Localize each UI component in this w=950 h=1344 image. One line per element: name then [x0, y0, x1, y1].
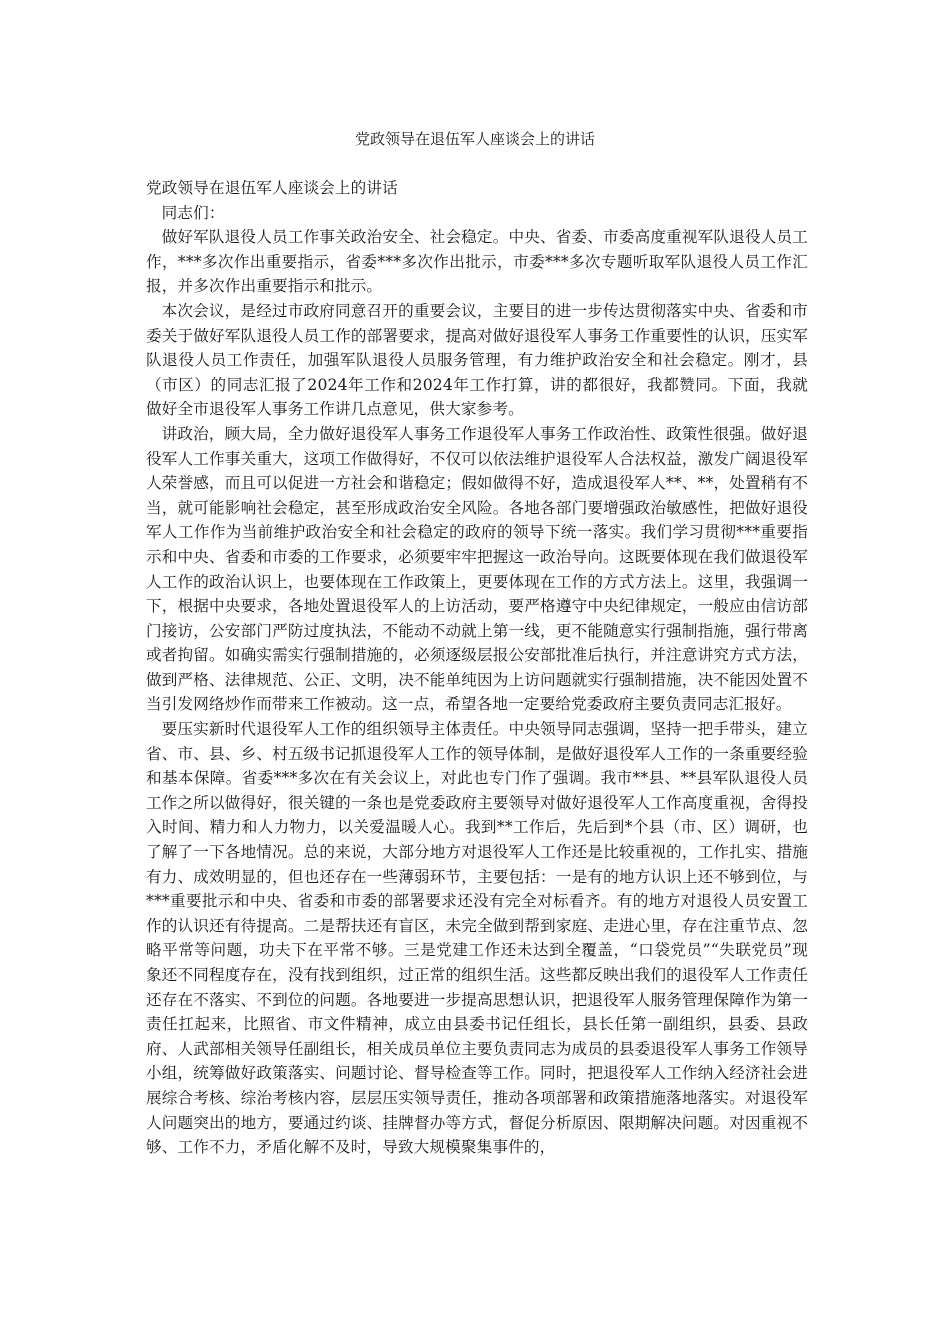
body-paragraph: 讲政治，顾大局，全力做好退役军人事务工作退役军人事务工作政治性、政策性很强。做好退役军人工作事关重大，这项工作做得好，不仅可以依法维护退役军人合法权益，激发广阔退役军人荣誉感，而且可以促进一方社会和谐稳定；假如做得不好，造成退役军人**、**，处置稍有不当，就可能影响社会稳定，甚至形成政治安全风险。各地各部门要增强政治敏感性，把做好退役军人工作作为当前维护政治安全和社会稳定的政府的领导下统一落实。我们学习贯彻***重要指示和中央、省委和市委的工作要求，必须要牢牢把握这一政治导向。这既要体现在我们做退役军人工作的政治认识上，也要体现在工作政策上，更要体现在工作的方式方法上。这里，我强调一下，根据中央要求，各地处置退役军人的上访活动，要严格遵守中央纪律规定，一般应由信访部门接访，公安部门严防过度执法，不能动不动就上第一线，更不能随意实行强制指施，强行带离或者拘留。如确实需实行强制措施的，必须逐级层报公安部批准后执行，并注意讲究方式方法，做到严格、法律规范、公正、文明，决不能单纯因为上访问题就实行强制措施，决不能因处置不当引发网络炒作而带来工作被动。这一点，希望各地一定要给党委政府主要负责同志汇报好。 — [146, 424, 808, 714]
body-paragraph: 做好军队退役人员工作事关政治安全、社会稳定。中央、省委、市委高度重视军队退役人员工作，***多次作出重要指示，省委***多次作出批示，市委***多次专题听取军队退役人员工作汇报，并多次作出重要指示和批示。 — [146, 228, 808, 296]
document-body — [146, 176, 808, 1160]
document-subtitle: 党政领导在退伍军人座谈会上的讲话 — [146, 179, 398, 197]
document-title: 党政领导在退伍军人座谈会上的讲话 — [354, 130, 595, 148]
salutation: 同志们： — [161, 203, 225, 222]
body-paragraph: 要压实新时代退役军人工作的组织领导主体责任。中央领导同志强调，坚持一把手带头，建立省、市、县、乡、村五级书记抓退役军人工作的领导体制，是做好退役军人工作的一条重要经验和基本保障。省委***多次在有关会议上，对此也专门作了强调。我市**县、**县军队退役人员工作之所以做得好，很关键的一条也是党委政府主要领导对做好退役军人工作高度重视，舍得投入时间、精力和人力物力，以关爱温暖人心。我到**工作后，先后到*个县（市、区）调研，也了解了一下各地情况。总的来说，大部分地方对退役军人工作还是比较重视的，工作扎实、措施有力、成效明显的，但也还存在一些薄弱环节，主要包括：一是有的地方认识上还不够到位，与***重要批示和中央、省委和市委的部署要求还没有完全对标看齐。有的地方对退役人员安置工作的认识还有待提高。二是帮扶还有盲区，未完全做到帮到家庭、走进心里，存在注重节点、忽略平常等问题，功夫下在平常不够。三是党建工作还未达到全覆盖，“口袋党员”“失联党员”现象还不同程度存在，没有找到组织，过正常的组织生活。这些都反映出我们的退役军人工作责任还存在不落实、不到位的问题。各地要进一步提高思想认识，把退役军人服务管理保障作为第一责任扛起来，比照省、市文件精神，成立由县委书记任组长，县长任第一副组织，县委、县政府、人武部相关领导任副组长，相关成员单位主要负责同志为成员的县委退役军人事务工作领导小组，统筹做好政策落实、问题讨论、督导检查等工作。同时，把退役军人工作纳入经济社会进展综合考核、综治考核内容，层层压实领导责任，推动各项部署和政策措施落地落实。对退役军人问题突出的地方，要通过约谈、挂牌督办等方式，督促分析原因、限期解决问题。对因重视不够、工作不力，矛盾化解不及时，导致大规模聚集事件的， — [146, 720, 808, 1157]
body-paragraph: 本次会议，是经过市政府同意召开的重要会议，主要目的进一步传达贯彻落实中央、省委和市委关于做好军队退役人员工作的部署要求，提高对做好退役军人事务工作重要性的认识，压实军队退役人员工作责任，加强军队退役人员服务管理，有力维护政治安全和社会稳定。刚才，县（市区）的同志汇报了2024年工作和2024年工作打算，讲的都很好，我都赞同。下面，我就做好全市退役军人事务工作讲几点意见，供大家参考。 — [146, 301, 808, 419]
